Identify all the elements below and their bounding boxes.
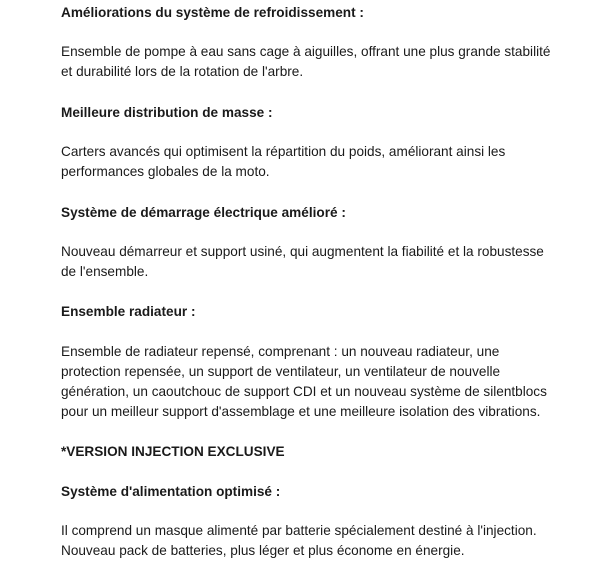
section-heading-injection-version: *VERSION INJECTION EXCLUSIVE [61,444,285,459]
section-paragraph-cooling [61,42,561,82]
section-paragraph-electric-start [61,242,561,282]
paragraph-line: pour un meilleur support d'assemblage et une meilleure isolation des vibrations. [61,404,541,419]
paragraph-line: Ensemble de pompe à eau sans cage à aiguilles, offrant une plus grande stabilité [61,44,551,59]
section-heading-mass-distribution: Meilleure distribution de masse : [61,105,273,120]
paragraph-line: Nouveau pack de batteries, plus léger et plus économe en énergie. [61,543,465,558]
section-paragraph-radiator [61,342,561,422]
section-heading-electric-start: Système de démarrage électrique amélioré : [61,205,346,220]
paragraph-line: et durabilité lors de la rotation de l'arbre. [61,64,304,79]
paragraph-line: Ensemble de radiateur repensé, comprenant : un nouveau radiateur, une [61,344,500,359]
section-heading-fuel-system: Système d'alimentation optimisé : [61,484,281,499]
section-paragraph-mass-distribution [61,142,561,182]
paragraph-line: de l'ensemble. [61,264,149,279]
paragraph-line: performances globales de la moto. [61,164,270,179]
paragraph-line: Nouveau démarreur et support usiné, qui augmentent la fiabilité et la robustesse [61,244,544,259]
paragraph-line: Il comprend un masque alimenté par batterie spécialement destiné à l'injection. [61,523,537,538]
section-paragraph-fuel-system [61,521,561,561]
paragraph-line: Carters avancés qui optimisent la répartition du poids, améliorant ainsi les [61,144,506,159]
section-heading-cooling: Améliorations du système de refroidissement : [61,5,364,20]
section-heading-radiator: Ensemble radiateur : [61,304,196,319]
paragraph-line: génération, un caoutchouc de support CDI et un nouveau système de silentblocs [61,384,547,399]
paragraph-line: protection repensée, un support de ventilateur, un ventilateur de nouvelle [61,364,501,379]
